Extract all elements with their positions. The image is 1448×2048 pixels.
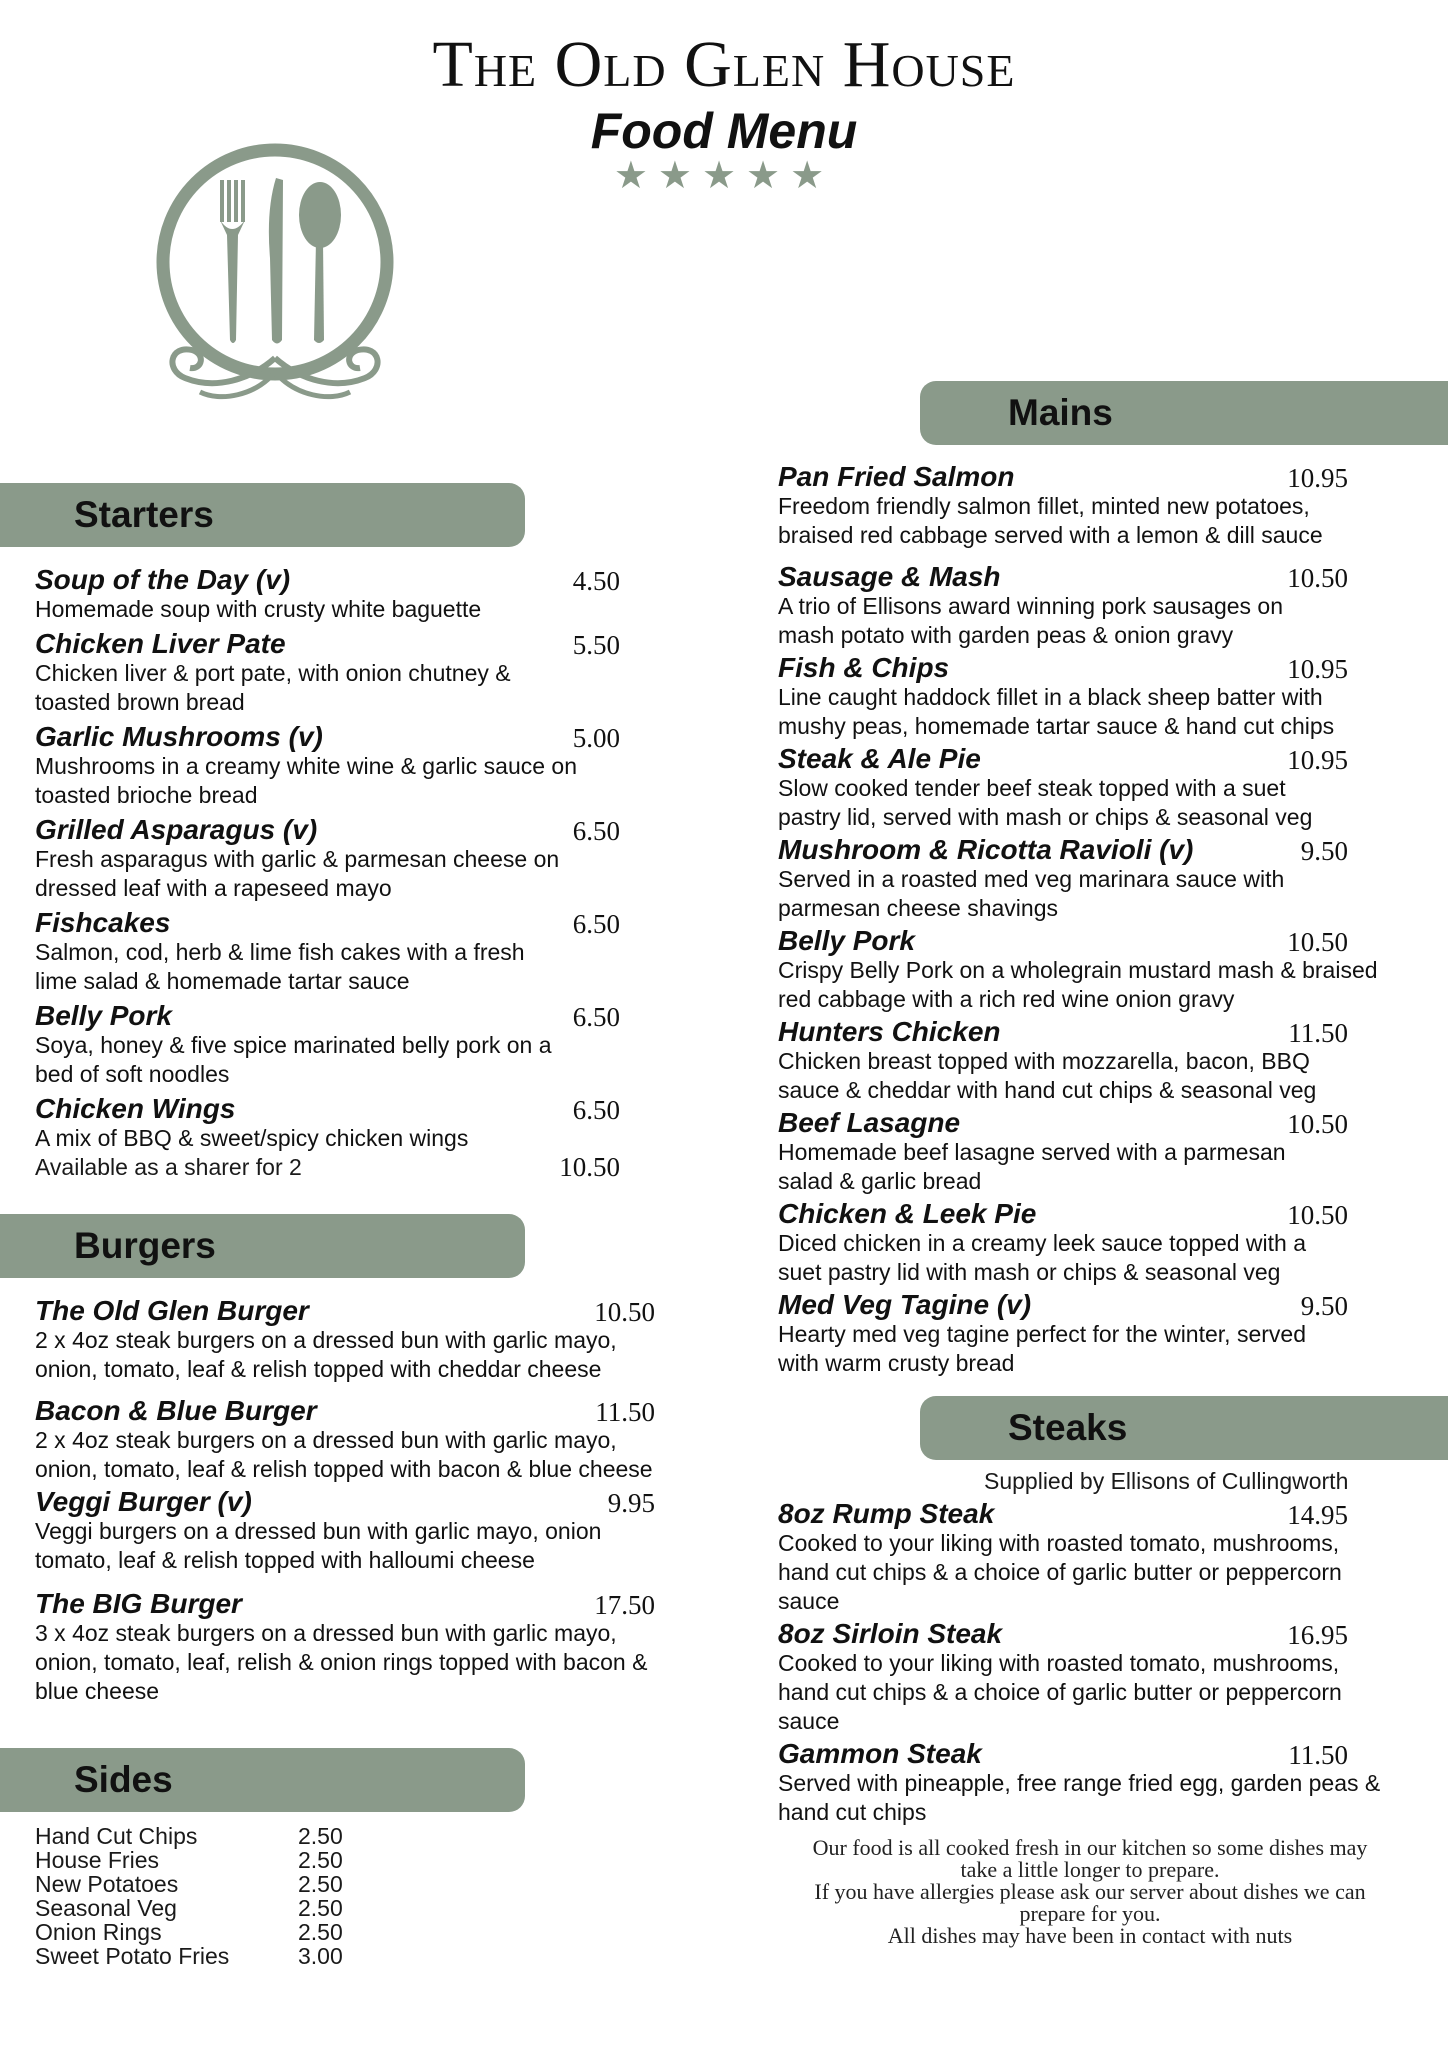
item-description: Diced chicken in a creamy leek sauce topped with a suet pastry lid with mash or chips & seasonal veg [778,1230,1307,1285]
side-price: 3.00 [298,1943,343,1969]
steak-supplier: Supplied by Ellisons of Cullingworth [984,1468,1349,1494]
menu-item [35,1487,655,1575]
side-item [35,1944,355,1968]
item-price: 10.50 [594,1297,655,1327]
side-name: New Potatoes [35,1871,179,1897]
item-price: 9.95 [607,1488,655,1518]
menu-item [35,815,620,903]
menu-item [35,722,620,810]
item-description: 2 x 4oz steak burgers on a dressed bun with garlic mayo, onion, tomato, leaf & relish topped with bacon & blue cheese [35,1427,653,1482]
side-item [35,1848,355,1872]
note-fresh-cooking: Our food is all cooked fresh in our kitchen so some dishes may take a little longer to prepare. [812,1835,1368,1882]
menu-item [778,653,1348,741]
side-item [35,1896,355,1920]
burgers-list [35,1296,655,1706]
menu-item [778,1738,1381,1827]
item-description: Homemade beef lasagne served with a parmesan salad & garlic bread [778,1139,1286,1194]
item-name: Belly Pork [778,925,915,956]
cutlery-plate-icon [130,140,420,415]
item-description: Freedom friendly salmon fillet, minted new potatoes, braised red cabbage served with a lemon & dill sauce [778,493,1323,548]
venue-name: The Old Glen House [432,28,1016,101]
item-description: Crispy Belly Pork on a wholegrain mustard mash & braised red cabbage with a rich red wine onion gravy [778,957,1378,1012]
menu-item [35,565,620,624]
item-name: Med Veg Tagine (v) [778,1289,1032,1320]
sides-section-header [0,1748,525,1812]
kitchen-notes [800,1837,1380,1947]
item-price: 11.50 [595,1397,655,1427]
item-name: Hunters Chicken [778,1016,1001,1047]
sharer-label: Available as a sharer for 2 [35,1154,302,1180]
side-item [35,1872,355,1896]
item-description: Line caught haddock fillet in a black sheep batter with mushy peas, homemade tartar sauce & hand cut chips [778,684,1335,739]
item-name: Fish & Chips [778,652,950,683]
menu-item [778,744,1348,832]
item-price: 9.50 [1300,836,1348,866]
menu-item [35,1094,620,1182]
menu-item [35,1589,655,1706]
item-name: Belly Pork [35,1000,172,1031]
item-name: 8oz Rump Steak [778,1498,995,1529]
item-price: 10.50 [1287,1109,1348,1139]
item-price: 11.50 [1288,1018,1348,1048]
mains-list [778,461,1378,1378]
item-name: The BIG Burger [35,1588,242,1619]
item-name: Steak & Ale Pie [778,743,981,774]
side-price: 2.50 [298,1823,343,1849]
item-name: Chicken & Leek Pie [778,1198,1037,1229]
item-description: A trio of Ellisons award winning pork sausages on mash potato with garden peas & onion gravy [778,593,1284,648]
menu-item [778,1290,1348,1378]
item-name: Veggi Burger (v) [35,1486,252,1517]
starters-list [35,565,620,1182]
item-price: 10.95 [1287,745,1348,775]
menu-item [778,1499,1348,1616]
item-price: 16.95 [1287,1620,1348,1650]
item-name: Chicken Wings [35,1093,236,1124]
menu-subtitle: Food Menu [590,103,858,159]
item-description: A mix of BBQ & sweet/spicy chicken wings [35,1125,469,1151]
side-name: House Fries [35,1847,159,1873]
burgers-section-header [0,1214,525,1278]
item-description: Fresh asparagus with garlic & parmesan cheese on dressed leaf with a rapeseed mayo [35,846,560,901]
side-price: 2.50 [298,1919,343,1945]
side-price: 2.50 [298,1895,343,1921]
menu-item [35,1001,620,1089]
item-description: Soya, honey & five spice marinated belly pork on a bed of soft noodles [35,1032,552,1087]
side-name: Onion Rings [35,1919,162,1945]
item-price: 9.50 [1300,1291,1348,1321]
item-description: Cooked to your liking with roasted tomato, mushrooms, hand cut chips & a choice of garlic butter or peppercorn sauce [778,1530,1342,1614]
item-price: 10.95 [1287,463,1348,493]
menu-item [35,1296,655,1384]
side-item [35,1920,355,1944]
item-description: Mushrooms in a creamy white wine & garlic sauce on toasted brioche bread [35,753,578,808]
menu-item [778,925,1378,1014]
item-description: Chicken breast topped with mozzarella, bacon, BBQ sauce & cheddar with hand cut chips & seasonal veg [778,1048,1317,1103]
menu-item [778,1199,1348,1287]
item-name: Garlic Mushrooms (v) [35,721,323,752]
starters-title: Starters [74,494,214,535]
item-description: Hearty med veg tagine perfect for the winter, served with warm crusty bread [778,1321,1306,1376]
side-item [35,1824,355,1848]
item-price: 6.50 [572,1002,620,1032]
item-price: 6.50 [572,816,620,846]
item-name: 8oz Sirloin Steak [778,1618,1003,1649]
item-description: Veggi burgers on a dressed bun with garlic mayo, onion tomato, leaf & relish topped with halloumi cheese [35,1518,602,1573]
mains-title: Mains [1008,392,1113,433]
item-description: 3 x 4oz steak burgers on a dressed bun with garlic mayo, onion, tomato, leaf, relish & onion rings topped with bacon & blue cheese [35,1620,648,1704]
menu-item [35,1396,655,1484]
sides-list [35,1824,355,1968]
burgers-title: Burgers [74,1225,216,1266]
item-description: Chicken liver & port pate, with onion chutney & toasted brown bread [35,660,511,715]
item-description: 2 x 4oz steak burgers on a dressed bun with garlic mayo, onion, tomato, leaf & relish topped with cheddar cheese [35,1327,617,1382]
item-name: Chicken Liver Pate [35,628,286,659]
item-price: 10.50 [1287,1200,1348,1230]
item-price: 10.50 [1287,927,1348,957]
menu-item [778,562,1348,650]
item-price: 17.50 [594,1590,655,1620]
sharer-price: 10.50 [559,1152,620,1182]
item-name: Mushroom & Ricotta Ravioli (v) [778,834,1194,865]
item-price: 5.50 [572,630,620,660]
mains-section-header [920,381,1448,445]
note-nuts: All dishes may have been in contact with nuts [887,1923,1293,1948]
steaks-list [778,1498,1381,1827]
item-price: 11.50 [1288,1740,1348,1770]
sides-title: Sides [74,1759,173,1800]
item-price: 10.95 [1287,654,1348,684]
item-name: Gammon Steak [778,1738,982,1769]
menu-item [778,1619,1348,1736]
steaks-title: Steaks [1008,1407,1128,1448]
item-price: 5.00 [572,723,620,753]
item-price: 6.50 [572,909,620,939]
item-price: 4.50 [572,566,620,596]
item-name: Pan Fried Salmon [778,461,1015,492]
item-price: 6.50 [572,1095,620,1125]
item-name: Bacon & Blue Burger [35,1395,317,1426]
side-price: 2.50 [298,1847,343,1873]
item-name: Grilled Asparagus (v) [35,814,318,845]
menu-item [778,1108,1348,1196]
side-price: 2.50 [298,1871,343,1897]
menu-item [778,462,1348,550]
item-description: Cooked to your liking with roasted tomato, mushrooms, hand cut chips & a choice of garlic butter or peppercorn sauce [778,1650,1342,1734]
item-price: 10.50 [1287,563,1348,593]
item-name: Beef Lasagne [778,1107,961,1138]
steaks-section-header [920,1396,1448,1460]
side-name: Sweet Potato Fries [35,1943,230,1969]
menu-item [778,835,1348,923]
item-description: Salmon, cod, herb & lime fish cakes with a fresh lime salad & homemade tartar sauce [35,939,525,994]
item-price: 14.95 [1287,1500,1348,1530]
item-description: Served in a roasted med veg marinara sauce with parmesan cheese shavings [778,866,1285,921]
item-description: Slow cooked tender beef steak topped with a suet pastry lid, served with mash or chips & seasonal veg [778,775,1313,830]
menu-item [35,908,620,996]
note-allergies: If you have allergies please ask our server about dishes we can prepare for you. [814,1879,1366,1926]
item-description: Homemade soup with crusty white baguette [35,596,482,622]
starters-section-header [0,483,525,547]
sharer-option [35,1153,620,1182]
item-description: Served with pineapple, free range fried egg, garden peas & hand cut chips [778,1770,1381,1825]
star-rating: ★★★★★ [613,155,835,197]
side-name: Hand Cut Chips [35,1823,198,1849]
item-name: Soup of the Day (v) [35,564,291,595]
item-name: Fishcakes [35,907,171,938]
item-name: The Old Glen Burger [35,1295,309,1326]
item-name: Sausage & Mash [778,561,1001,592]
menu-item [35,629,620,717]
side-name: Seasonal Veg [35,1895,177,1921]
menu-item [778,1017,1348,1105]
